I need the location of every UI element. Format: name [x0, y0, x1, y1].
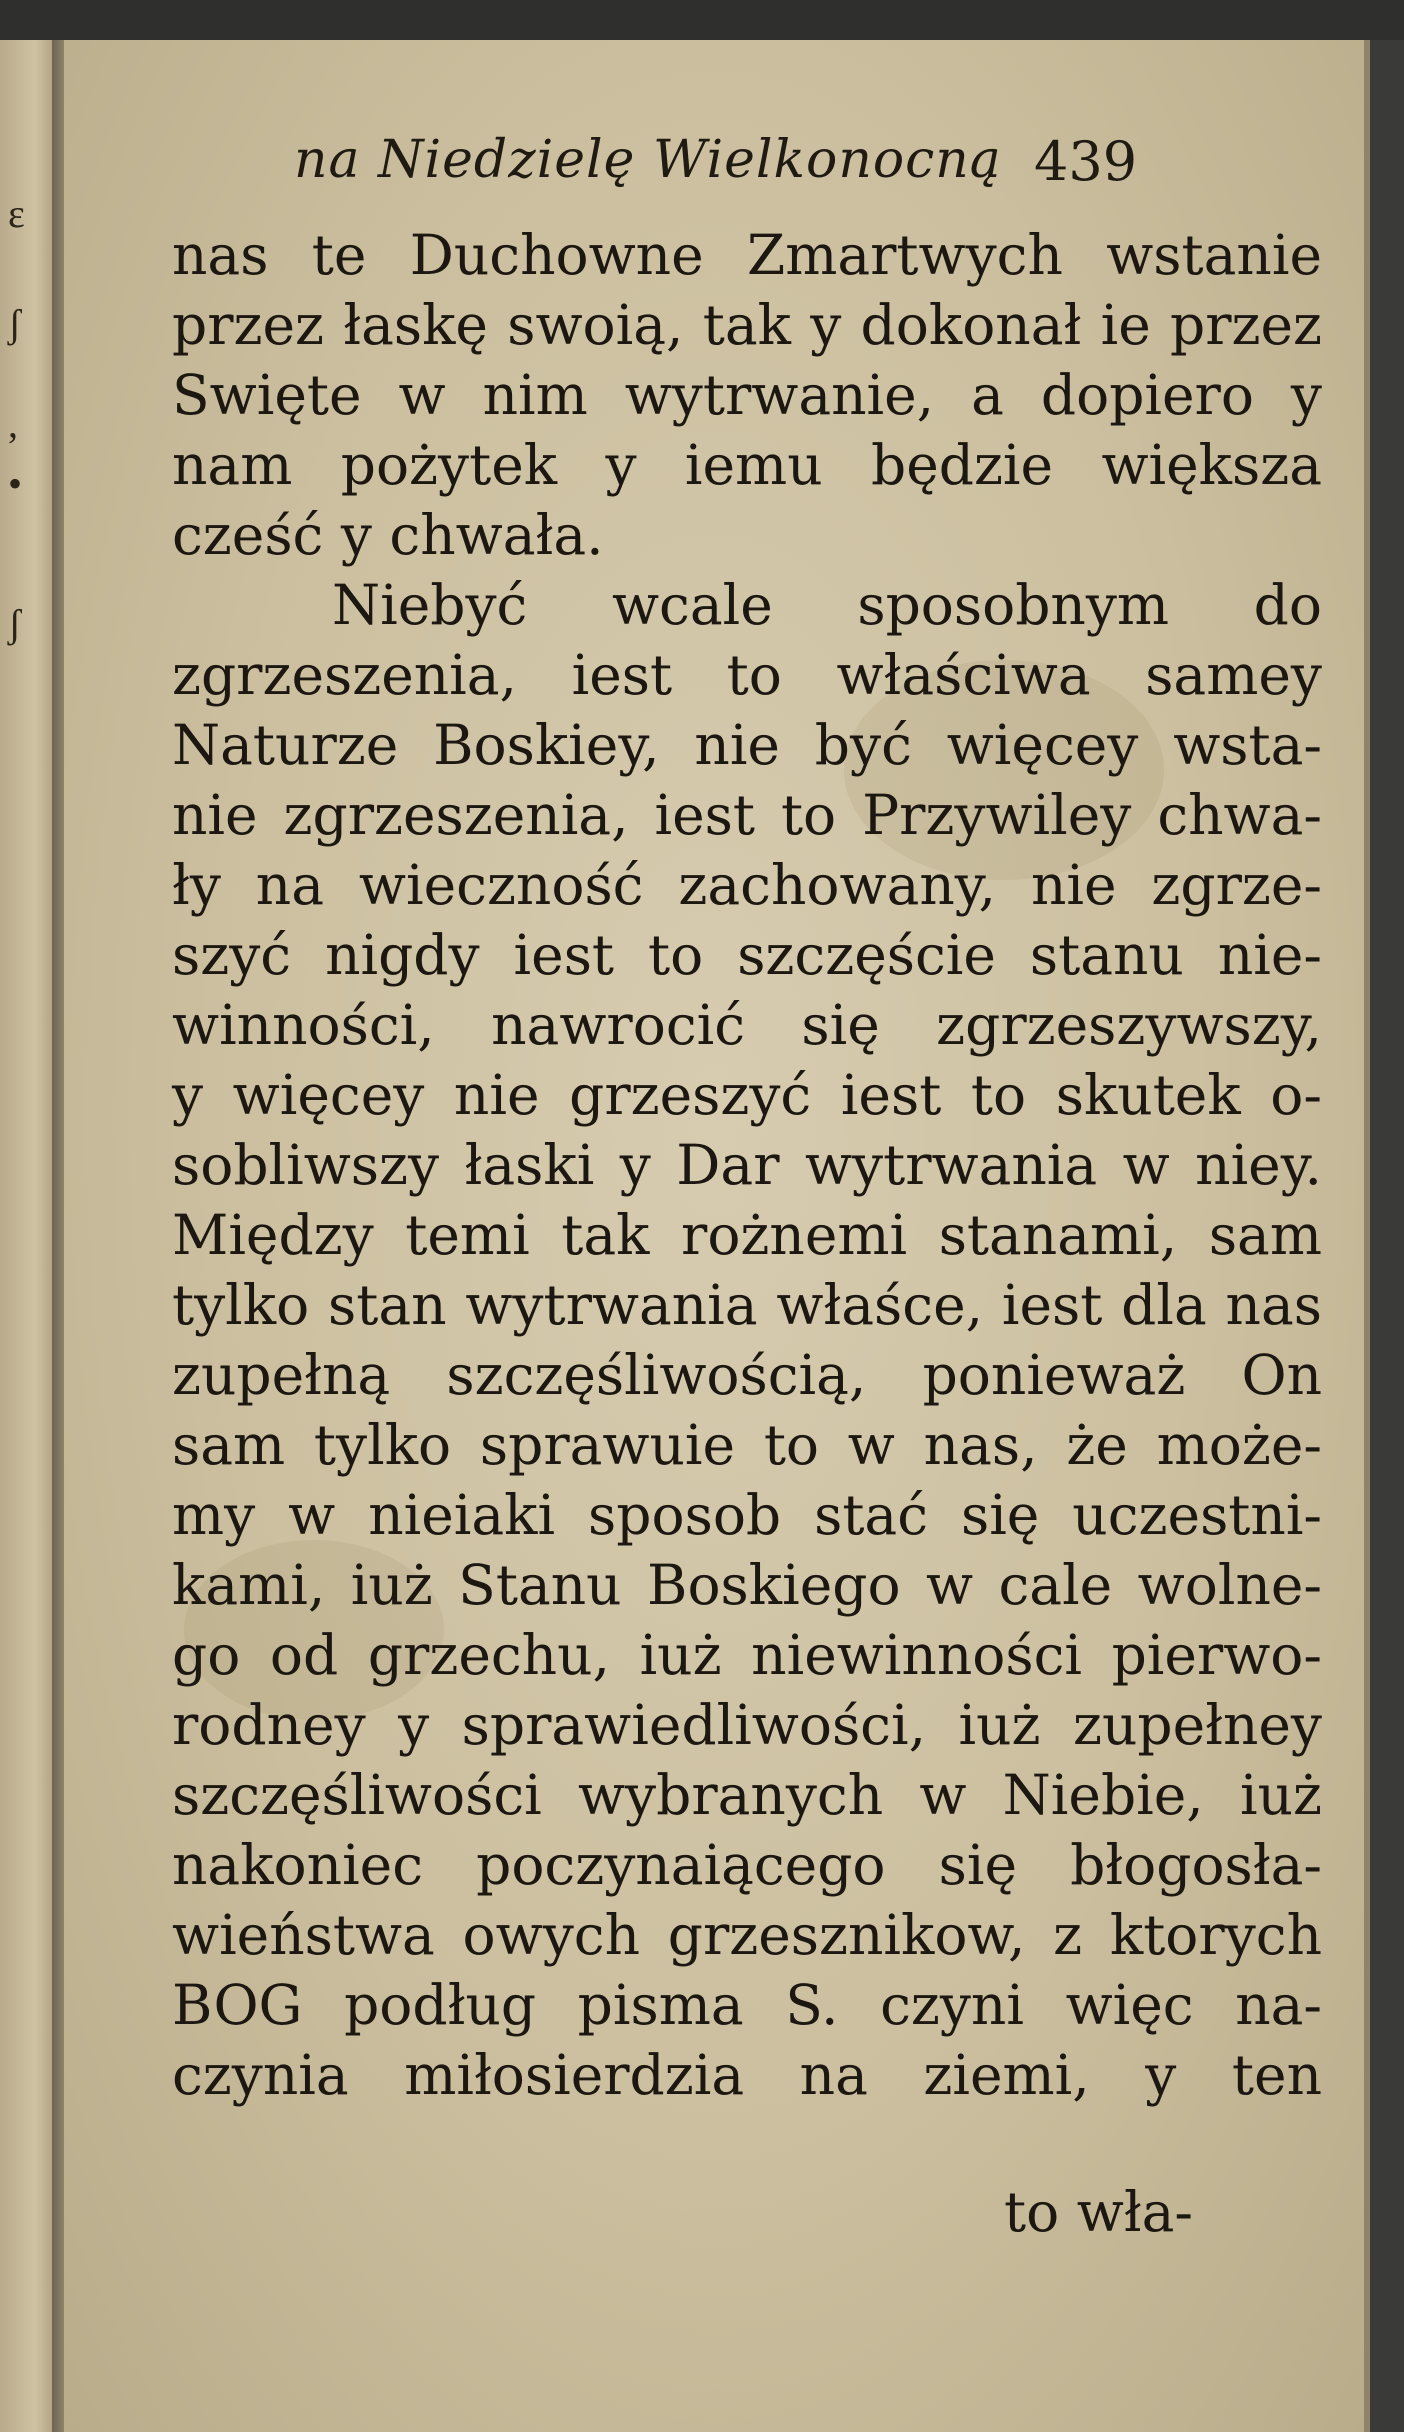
- catchword: to wła-: [1004, 2180, 1193, 2244]
- text-line: y więcey nie grzeszyć iest to skutek o-: [172, 1063, 1322, 1127]
- facing-glyph: ε: [8, 191, 25, 236]
- book-page: [64, 40, 1370, 2432]
- page-number: 439: [1034, 130, 1138, 193]
- running-title: na Niedzielę Wielkonocną: [294, 130, 1002, 190]
- text-line: szczęśliwości wybranych w Niebie, iuż: [172, 1763, 1322, 1827]
- body-text: [172, 220, 1322, 2110]
- text-line: czynia miłosierdzia na ziemi, y ten: [172, 2043, 1322, 2107]
- text-line: nas te Duchowne Zmartwych wstanie: [172, 223, 1322, 287]
- text-line: kami, iuż Stanu Boskiego w cale wolne-: [172, 1553, 1322, 1617]
- text-line: nakoniec poczynaiącego się błogosła-: [172, 1833, 1322, 1897]
- text-line: wieństwa owych grzesznikow, z ktorych: [172, 1903, 1322, 1967]
- text-line: Między temi tak rożnemi stanami, sam: [172, 1203, 1322, 1267]
- text-line: tylko stan wytrwania właśce, iest dla nas: [172, 1273, 1322, 1337]
- text-line: Niebyć wcale sposobnym do: [332, 573, 1322, 637]
- running-head: [64, 130, 1364, 210]
- text-line: ły na wieczność zachowany, nie zgrze-: [172, 853, 1322, 917]
- scan-background: [0, 0, 1404, 40]
- text-line: sam tylko sprawuie to w nas, że może-: [172, 1413, 1322, 1477]
- facing-glyph: ʃ: [8, 601, 22, 646]
- text-line: zgrzeszenia, iest to właściwa samey: [172, 643, 1322, 707]
- text-line: nie zgrzeszenia, iest to Przywiley chwa-: [172, 783, 1322, 847]
- text-line: go od grzechu, iuż niewinności pierwo-: [172, 1623, 1322, 1687]
- text-line: przez łaskę swoią, tak y dokonał ie przez: [172, 293, 1322, 357]
- text-line: nam pożytek y iemu będzie większa: [172, 433, 1322, 497]
- text-line: Naturze Boskiey, nie być więcey wsta-: [172, 713, 1322, 777]
- text-line: my w nieiaki sposob stać się uczestni-: [172, 1483, 1322, 1547]
- text-line: szyć nigdy iest to szczęście stanu nie-: [172, 923, 1322, 987]
- text-line: sobliwszy łaski y Dar wytrwania w niey.: [172, 1133, 1322, 1197]
- text-line: Swięte w nim wytrwanie, a dopiero y: [172, 363, 1322, 427]
- text-line: cześć y chwała.: [172, 503, 604, 567]
- facing-page-edge: [0, 40, 58, 2432]
- facing-glyph: •: [8, 461, 23, 506]
- text-line: winności, nawrocić się zgrzeszywszy,: [172, 993, 1322, 1057]
- text-line: BOG podług pisma S. czyni więc na-: [172, 1973, 1322, 2037]
- text-line: rodney y sprawiedliwości, iuż zupełney: [172, 1693, 1322, 1757]
- facing-glyph: ,: [8, 401, 18, 446]
- text-line: zupełną szczęśliwością, ponieważ On: [172, 1343, 1322, 1407]
- facing-glyph: ʃ: [8, 301, 22, 346]
